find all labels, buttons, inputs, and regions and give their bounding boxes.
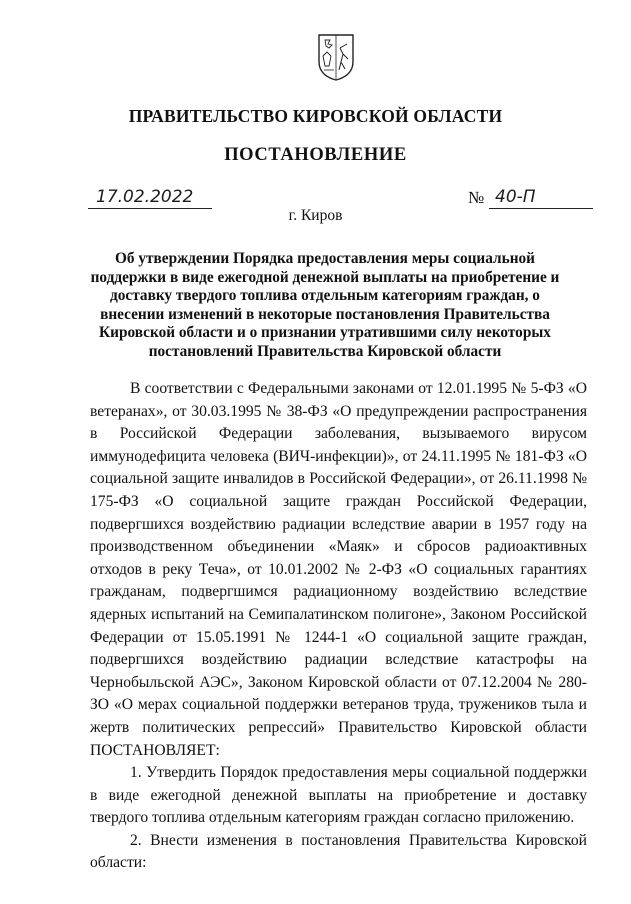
coat-of-arms-emblem (316, 32, 356, 82)
organization-title: ПРАВИТЕЛЬСТВО КИРОВСКОЙ ОБЛАСТИ (128, 106, 503, 126)
document-number: 40-П (489, 186, 593, 209)
document-body (90, 378, 587, 875)
document-subject: Об утверждении Порядка предоставления меры социальной поддержки в виде ежегодной денежной выплаты на приобретение и доставку твердого топлива отдельным категориям граждан, о внесении изменений в некоторые постановления Правительства Кировской области и о признании утратившими силу некоторых постановлений Правительства Кировской области (90, 250, 560, 360)
item-2-paragraph: 2. Внести изменения в постановления Правительства Кировской области: (90, 831, 587, 872)
document-type-title: ПОСТАНОВЛЕНИЕ (224, 145, 407, 165)
document-date: 17.02.2022 (88, 186, 212, 209)
preamble-paragraph: В соответствии с Федеральными законами от 12.01.1995 № 5-ФЗ «О ветеранах», от 30.03.1995 № 38-ФЗ «О предупреждении распространения в Российской Федерации заболевания, вызываемого вирусом иммунодефицита человека (ВИЧ-инфекции)», от 24.11.1995 № 181-ФЗ «О социальной защите инвалидов в Российской Федерации», от 26.11.1998 № 175-ФЗ «О социальной защите граждан Российской Федерации, подвергшихся воздействию радиации вследствие аварии в 1957 году на производственном объединении «Маяк» и сбросов радиоактивных отходов в реку Теча», от 10.01.2002 № 2-ФЗ «О социальных гарантиях гражданам, подвергшимся радиационному воздействию вследствие ядерных испытаний на Семипалатинском полигоне», Законом Российской Федерации от 15.05.1991 № 1244-1 «О социальной защите граждан, подвергшихся воздействию радиации вследствие катастрофы на Чернобыльской АЭС», Законом Кировской области от 07.12.2004 № 280-ЗО «О мерах социальной поддержки ветеранов труда, тружеников тыла и жертв политических репрессий» Правительство Кировской области ПОСТАНОВЛЯЕТ: (90, 380, 587, 759)
city: г. Киров (288, 207, 343, 224)
item-1-paragraph: 1. Утвердить Порядок предоставления меры социальной поддержки в виде ежегодной денежной выплаты на приобретение и доставку твердого топлива отдельным категориям граждан согласно приложению. (90, 764, 587, 827)
number-sign: № (468, 188, 485, 207)
